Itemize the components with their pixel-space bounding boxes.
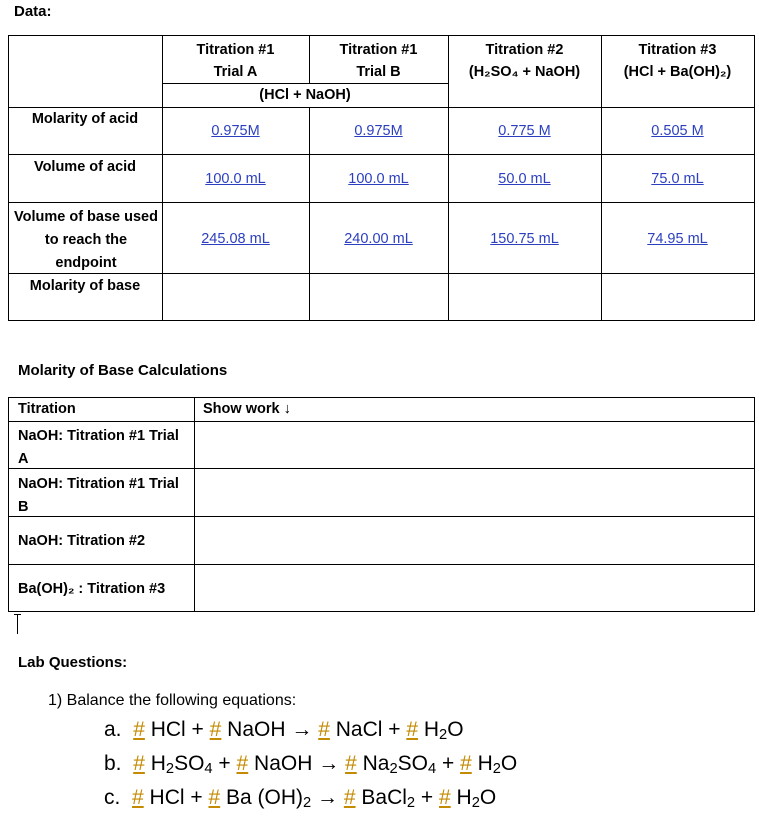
question-1: 1) Balance the following equations: xyxy=(48,692,297,709)
work-cell-titration-3[interactable] xyxy=(195,565,754,611)
col-header-titration-3: Titration #3 (HCl + Ba(OH)₂) xyxy=(623,42,732,80)
cell-molarity-acid-a[interactable]: 0.975M xyxy=(211,123,260,139)
work-cell-titration-2[interactable] xyxy=(195,517,754,564)
col-header-titration-2: Titration #2 (H₂SO₄ + NaOH) xyxy=(468,42,581,80)
calc-header-show-work: Show work ↓ xyxy=(203,401,291,417)
cell-volume-acid-a[interactable]: 100.0 mL xyxy=(205,171,266,187)
cell-molarity-base-a[interactable] xyxy=(163,274,309,320)
calc-row-label-titration-2: NaOH: Titration #2 xyxy=(18,533,146,549)
work-cell-trial-a[interactable] xyxy=(195,422,754,468)
blank-a1[interactable]: # xyxy=(133,718,145,741)
calc-heading: Molarity of Base Calculations xyxy=(18,362,228,379)
cell-molarity-base-3[interactable] xyxy=(602,274,754,320)
blank-b1[interactable]: # xyxy=(133,752,145,775)
calc-header-titration: Titration xyxy=(18,401,76,417)
equation-c: c. # HCl + # Ba $(OH)_2$ → # BaCl$_2$ + # $H_2O$ xyxy=(104,786,497,811)
text-cursor xyxy=(17,614,18,634)
cell-volume-base-2[interactable]: 150.75 mL xyxy=(490,231,559,247)
cell-molarity-acid-3[interactable]: 0.505 M xyxy=(651,123,704,139)
row-label-volume-acid: Volume of acid xyxy=(33,159,137,175)
cell-volume-base-3[interactable]: 74.95 mL xyxy=(647,231,708,247)
cell-molarity-base-2[interactable] xyxy=(449,274,601,320)
calc-row-label-trial-b: NaOH: Titration #1 Trial B xyxy=(18,476,179,515)
cell-volume-acid-3[interactable]: 75.0 mL xyxy=(651,171,704,187)
cell-volume-base-a[interactable]: 245.08 mL xyxy=(201,231,270,247)
cell-molarity-acid-b[interactable]: 0.975M xyxy=(354,123,403,139)
cell-volume-base-b[interactable]: 240.00 mL xyxy=(344,231,413,247)
row-label-volume-base: Volume of base used to reach the endpoint xyxy=(14,209,158,271)
lab-questions-heading: Lab Questions: xyxy=(18,654,128,671)
col-header-trial-b: Titration #1 Trial B xyxy=(339,42,418,80)
work-cell-trial-b[interactable] xyxy=(195,469,754,516)
calc-row-label-titration-3: Ba(OH)₂ : Titration #3 xyxy=(18,581,166,597)
calc-row-label-trial-a: NaOH: Titration #1 Trial A xyxy=(18,428,179,467)
blank-c1[interactable]: # xyxy=(132,786,144,809)
equation-a: a. # HCl + # NaOH → # NaCl + # $H_2O$ xyxy=(104,718,464,743)
cell-volume-acid-2[interactable]: 50.0 mL xyxy=(498,171,551,187)
cell-molarity-acid-2[interactable]: 0.775 M xyxy=(498,123,551,139)
trial-group-label: (HCl + NaOH) xyxy=(259,87,351,103)
row-label-molarity-base: Molarity of base xyxy=(29,278,141,294)
cell-molarity-base-b[interactable] xyxy=(310,274,448,320)
cell-volume-acid-b[interactable]: 100.0 mL xyxy=(348,171,409,187)
data-heading: Data: xyxy=(14,3,52,20)
col-header-trial-a: Titration #1 Trial A xyxy=(196,42,275,80)
equation-b: b. # $H_2SO_4$ + # NaOH → # $Na_2SO_4$ + # $H_2O$ xyxy=(104,752,518,777)
row-label-molarity-acid: Molarity of acid xyxy=(31,111,139,127)
